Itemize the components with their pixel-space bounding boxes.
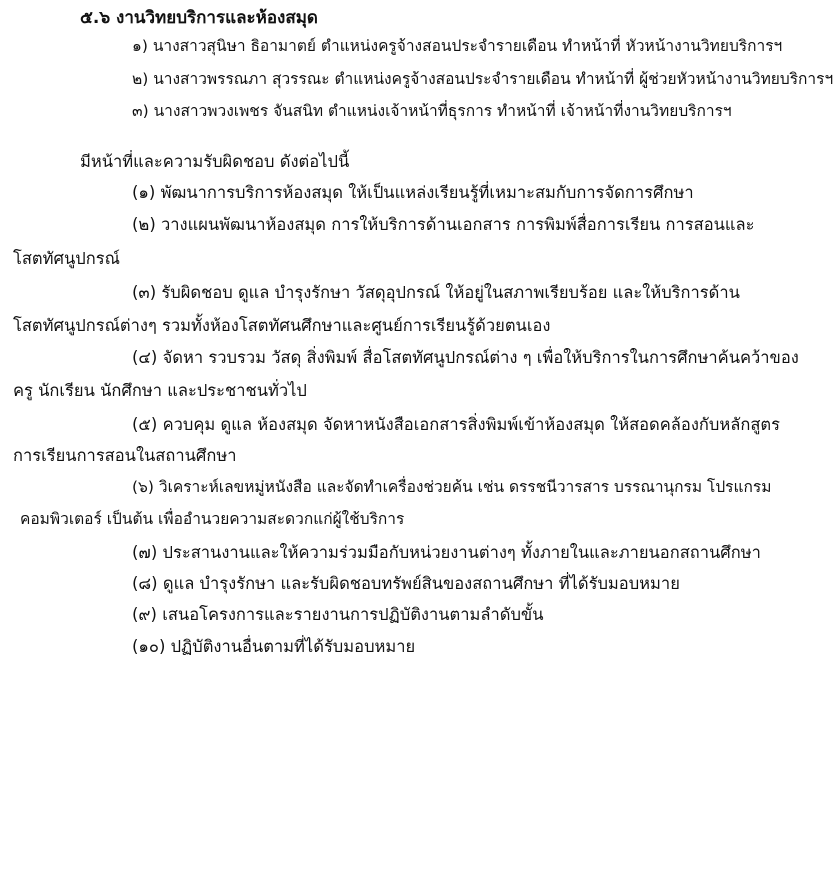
duty-line-8: (๘) ดูแล บำรุงรักษา และรับผิดชอบทรัพย์สินของสถานศึกษา ที่ได้รับมอบหมาย bbox=[132, 574, 680, 593]
duty-line-5: (๕) ควบคุม ดูแล ห้องสมุด จัดหาหนังสือเอกสารสิ่งพิมพ์เข้าห้องสมุด ให้สอดคล้องกับหลักสูตร bbox=[132, 415, 780, 434]
duty-line-5-cont: การเรียนการสอนในสถานศึกษา bbox=[13, 446, 237, 465]
staff-item-3: ๓) นางสาวพวงเพชร จันสนิท ตำแหน่งเจ้าหน้าที่ธุรการ ทำหน้าที่ เจ้าหน้าที่งานวิทยบริการฯ bbox=[132, 102, 732, 120]
duty-line-4-cont: ครู นักเรียน นักศึกษา และประชาชนทั่วไป bbox=[13, 381, 307, 400]
duty-line-7: (๗) ประสานงานและให้ความร่วมมือกับหน่วยงานต่างๆ ทั้งภายในและภายนอกสถานศึกษา bbox=[132, 543, 761, 562]
duty-line-6: (๖) วิเคราะห์เลขหมู่หนังสือ และจัดทำเครื่องช่วยค้น เช่น ดรรชนีวารสาร บรรณานุกรม โปรแกรม bbox=[132, 478, 772, 496]
duty-line-2-cont: โสตทัศนูปกรณ์ bbox=[13, 249, 120, 268]
duty-line-4: (๔) จัดหา รวบรวม วัสดุ สิ่งพิมพ์ สื่อโสตทัศนูปกรณ์ต่าง ๆ เพื่อให้บริการในการศึกษาค้นคว้าของ bbox=[132, 348, 799, 367]
staff-item-1: ๑) นางสาวสุนิษา ธิอามาตย์ ตำแหน่งครูจ้างสอนประจำรายเดือน ทำหน้าที่ หัวหน้างานวิทยบริการฯ bbox=[132, 37, 783, 55]
duty-line-6-cont: คอมพิวเตอร์ เป็นต้น เพื่ออำนวยความสะดวกแก่ผู้ใช้บริการ bbox=[20, 510, 405, 528]
duties-intro: มีหน้าที่และความรับผิดชอบ ดังต่อไปนี้ bbox=[80, 152, 350, 171]
duty-line-3: (๓) รับผิดชอบ ดูแล บำรุงรักษา วัสดุอุปกรณ์ ให้อยู่ในสภาพเรียบร้อย และให้บริการด้าน bbox=[132, 283, 740, 302]
duty-line-10: (๑๐) ปฏิบัติงานอื่นตามที่ได้รับมอบหมาย bbox=[132, 637, 416, 656]
duty-line-9: (๙) เสนอโครงการและรายงานการปฏิบัติงานตามลำดับขั้น bbox=[132, 605, 544, 624]
duty-line-2: (๒) วางแผนพัฒนาห้องสมุด การให้บริการด้านเอกสาร การพิมพ์สื่อการเรียน การสอนและ bbox=[132, 215, 755, 234]
staff-item-2: ๒) นางสาวพรรณภา สุวรรณะ ตำแหน่งครูจ้างสอนประจำรายเดือน ทำหน้าที่ ผู้ช่วยหัวหน้างานวิทยบริการฯ bbox=[132, 70, 834, 88]
duty-line-3-cont: โสตทัศนูปกรณ์ต่างๆ รวมทั้งห้องโสตทัศนศึกษาและศูนย์การเรียนรู้ด้วยตนเอง bbox=[13, 316, 551, 335]
section-heading: ๕.๖ งานวิทยบริการและห้องสมุด bbox=[80, 8, 318, 28]
duty-line-1: (๑) พัฒนาการบริการห้องสมุด ให้เป็นแหล่งเรียนรู้ที่เหมาะสมกับการจัดการศึกษา bbox=[132, 183, 694, 202]
